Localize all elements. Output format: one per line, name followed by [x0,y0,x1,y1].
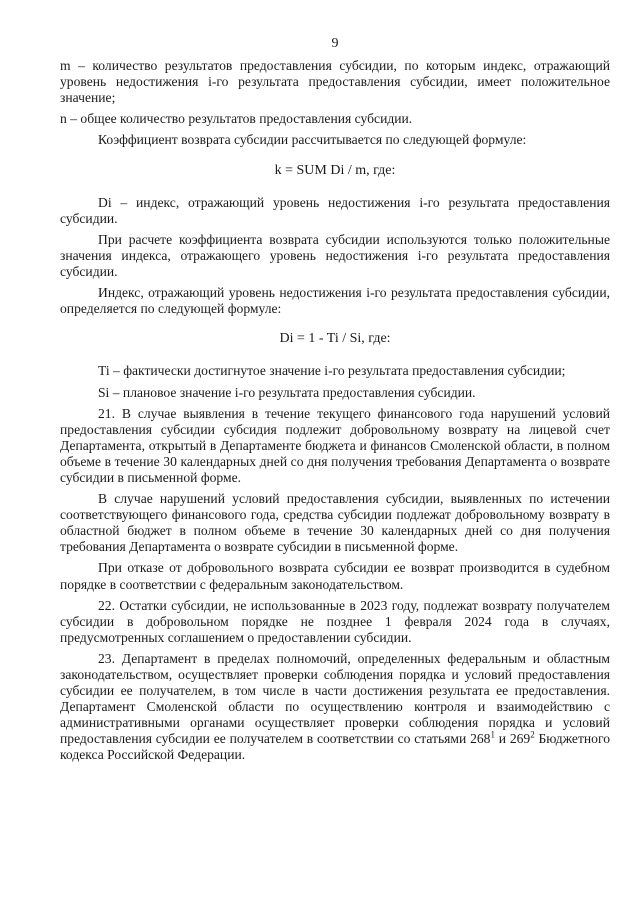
clause-23-end: Бюджетного кодекса Российской Федерации. [60,731,610,763]
paragraph-clause-21-refusal: При отказе от добровольного возврата субсидии ее возврат производится в судебном порядке в соответствии с федеральным законодательством. [60,560,610,592]
paragraph-clause-21-violations: В случае нарушений условий предоставления субсидии, выявленных по истечении соответствующего финансового года, средства субсидии подлежат добровольному возврату в областной бюджет в полном объеме в течение 30 календарных дней со дня получения требования Департамента о возврате субсидии в письменной форме. [60,491,610,555]
paragraph-clause-23 [60,651,610,764]
clause-23-text: 23. Департамент в пределах полномочий, определенных федеральным и областным законодательством, осуществляет проверки соблюдения порядка и условий предоставления субсидии ее получателем, в том числе в части достижения результата ее предоставления. Департамент Смоленской области по осуществлению контроля и взаимодействию с административными органами осуществляет проверки соблюдения порядка и условий предоставления субсидии ее получателем в соответствии со статьями 268 [60,650,610,747]
page-number: 9 [331,36,339,51]
superscript-1: 1 [490,729,495,740]
paragraph-coefficient-intro: Коэффициент возврата субсидии рассчитывается по следующей формуле: [98,132,527,148]
paragraph-ti-definition: Ti – фактически достигнутое значение i-го результата предоставления субсидии; [98,363,566,379]
paragraph-clause-22: 22. Остатки субсидии, не использованные в 2023 году, подлежат возврату получателем субсидии в добровольном порядке не позднее 1 февраля 2024 года в случаях, предусмотренных соглашением о предоставлении субсидии. [60,597,610,645]
superscript-2: 2 [530,729,535,740]
paragraph-m-definition: m – количество результатов предоставления субсидии, по которым индекс, отражающий уровень недостижения i-го результата предоставления субсидии, имеет положительное значение; [60,58,610,106]
formula-k: k = SUM Di / m, где: [274,162,396,178]
paragraph-clause-21: 21. В случае выявления в течение текущего финансового года нарушений условий предоставления субсидии субсидия подлежит добровольному возврату на лицевой счет Департамента, открытый в Департаменте бюджета и финансов Смоленской области, в полном объеме в течение 30 календарных дней со дня получения требования Департамента о возврате субсидии в письменной форме. [60,405,610,485]
formula-di: Di = 1 - Ti / Si, где: [279,331,391,347]
paragraph-di-definition: Di – индекс, отражающий уровень недостижения i-го результата предоставления субсидии. [60,194,610,226]
paragraph-n-definition: n – общее количество результатов предоставления субсидии. [60,111,413,127]
clause-23-mid: и 269 [494,731,531,747]
paragraph-index-intro: Индекс, отражающий уровень недостижения i-го результата предоставления субсидии, определяется по следующей формуле: [60,285,610,317]
paragraph-positive-values: При расчете коэффициента возврата субсидии используются только положительные значения индекса, отражающего уровень недостижения i-го результата предоставления субсидии. [60,231,610,280]
paragraph-si-definition: Si – плановое значение i-го результата предоставления субсидии. [98,384,476,400]
